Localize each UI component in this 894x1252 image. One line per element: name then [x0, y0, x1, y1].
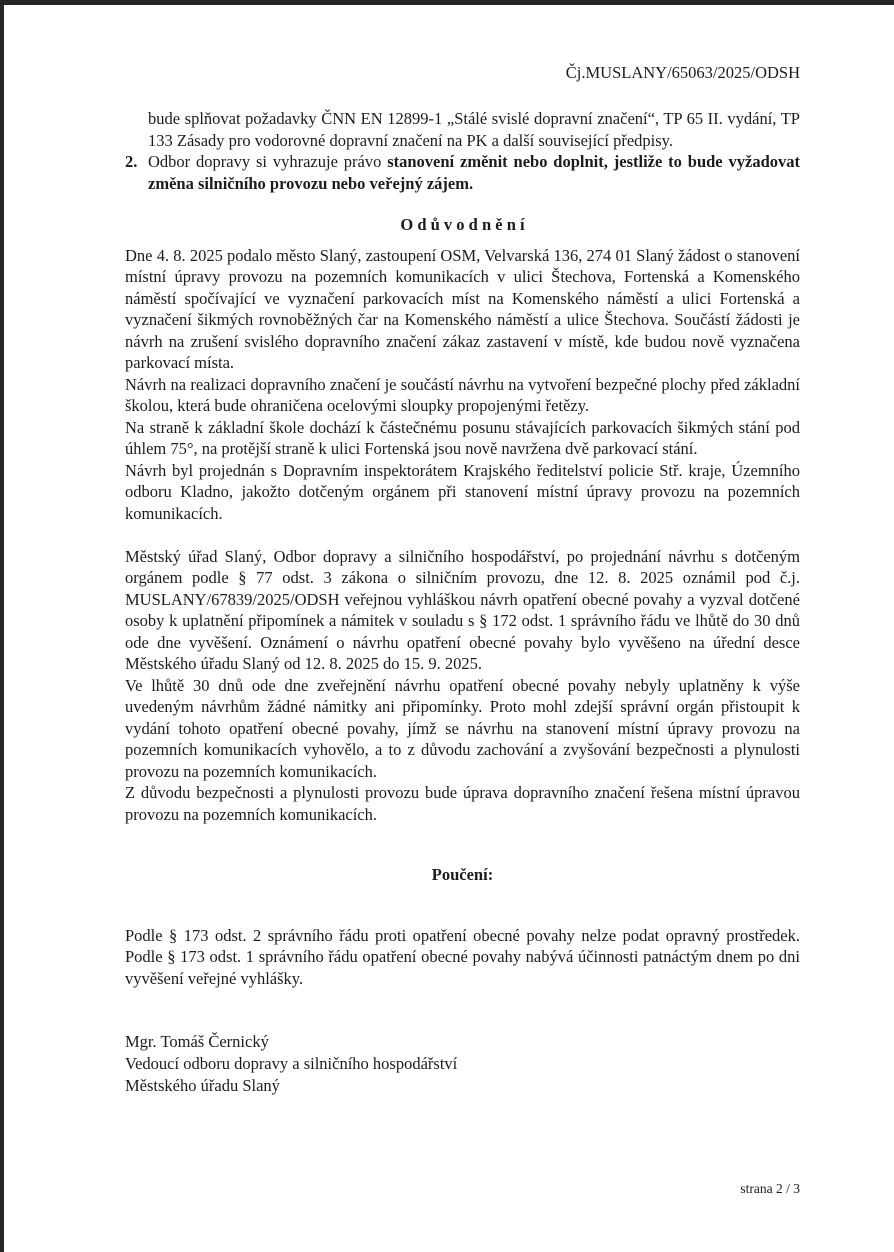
pouceni-paragraph: Podle § 173 odst. 2 správního řádu proti opatření obecné povahy nelze podat opravný prostředek. Podle § 173 odst. 1 správního řádu opatření obecné povahy nabývá účinnosti patnáctým dnem po dni vyvěšení veřejné vyhlášky. — [125, 925, 800, 988]
page-border-top — [0, 0, 894, 5]
oduvodneni-paragraph-7: Z důvodu bezpečnosti a plynulosti provozu bude úprava dopravního značení řešena místní úpravou provozu na pozemních komunikacích. — [125, 783, 800, 824]
oduvodneni-paragraph-4: Návrh byl projednán s Dopravním inspektorátem Krajského ředitelství policie Stř. kraje, Územního odboru Kladno, jakožto dotčeným orgánem při stanovení místní úpravy provozu na pozemních komunikacích. — [125, 460, 800, 523]
signature-org: Městského úřadu Slaný — [125, 1076, 280, 1095]
oduvodneni-paragraph-5: Městský úřad Slaný, Odbor dopravy a silničního hospodářství, po projednání návrhu s dotčeným orgánem podle § 77 odst. 3 zákona o silničním provozu, dne 12. 8. 2025 oznámil pod č.j. MUSLANY/67839/2025/ODSH veřejnou vyhláškou návrh opatření obecné povahy a vyzval dotčené osoby k uplatnění připomínek a námitek v souladu s § 172 odst. 1 správního řádu ve lhůtě do 30 dnů ode dne vyvěšení. Oznámení o návrhu opatření obecné povahy bylo vyvěšeno na úřední desce Městského úřadu Slaný od 12. 8. 2025 do 15. 9. 2025. — [125, 546, 800, 673]
page-border-left — [0, 0, 4, 1252]
condition-item-2 — [125, 151, 800, 194]
oduvodneni-paragraph-3: Na straně k základní škole dochází k částečnému posunu stávajících parkovacích šikmých stání pod úhlem 75°, na protější straně k ulici Fortenská jsou nově navržena dvě parkovací stání. — [125, 417, 800, 458]
condition-item-2-marker: 2. — [125, 152, 138, 171]
condition-item-2-text: Odbor dopravy si vyhrazuje právo — [148, 152, 388, 171]
signature-title: Vedoucí odboru dopravy a silničního hospodářství — [125, 1054, 458, 1073]
oduvodneni-paragraph-6: Ve lhůtě 30 dnů ode dne zveřejnění návrhu opatření obecné povahy nebyly uplatněny k výše uvedeným návrhům žádné námitky ani připomínky. Proto mohl zdejší správní orgán přistoupit k vydání tohoto opatření obecné povahy, jímž se návrhu na stanovení místní úpravy provozu na pozemních komunikacích vyhovělo, a to z důvodu zachování a zvyšování bezpečnosti a plynulosti provozu na pozemních komunikacích. — [125, 675, 800, 781]
case-number: Čj.MUSLANY/65063/2025/ODSH — [565, 63, 800, 82]
signature-name: Mgr. Tomáš Černický — [125, 1032, 269, 1051]
oduvodneni-paragraph-1: Dne 4. 8. 2025 podalo město Slaný, zastoupení OSM, Velvarská 136, 274 01 Slaný žádost o stanovení místní úpravy provozu na pozemních komunikacích v ulici Štechova, Fortenská a Komenského náměstí spočívající ve vyznačení parkovacích míst na Komenského náměstí a ulici Fortenská a vyznačení šikmých rovnoběžných čar na Komenského náměstí a ulice Štechova. Součástí žádosti je návrh na zrušení svislého dopravního značení zákaz zastavení v místě, kde budou nově vyznačena parkovací místa. — [125, 245, 800, 372]
pouceni-heading: Poučení: — [431, 865, 494, 884]
signature-block — [125, 1031, 800, 1097]
condition-item-2-text-bold: stanovení změnit nebo doplnit, jestliže to bude vyžadovat změna silničního provozu nebo veřejný zájem. — [148, 152, 800, 193]
document-body — [125, 108, 800, 1097]
oduvodneni-heading: O d ů v o d n ě n í — [400, 215, 525, 234]
oduvodneni-paragraph-2: Návrh na realizaci dopravního značení je součástí návrhu na vytvoření bezpečné plochy před základní školou, která bude ohraničena ocelovými sloupky propojenými řetězy. — [125, 374, 800, 415]
condition-item-1-continuation: bude splňovat požadavky ČNN EN 12899-1 „Stálé svislé dopravní značení“, TP 65 II. vydání, TP 133 Zásady pro vodorovné dopravní značení na PK a další související předpisy. — [148, 109, 800, 150]
page-number: strana 2 / 3 — [740, 1181, 800, 1196]
